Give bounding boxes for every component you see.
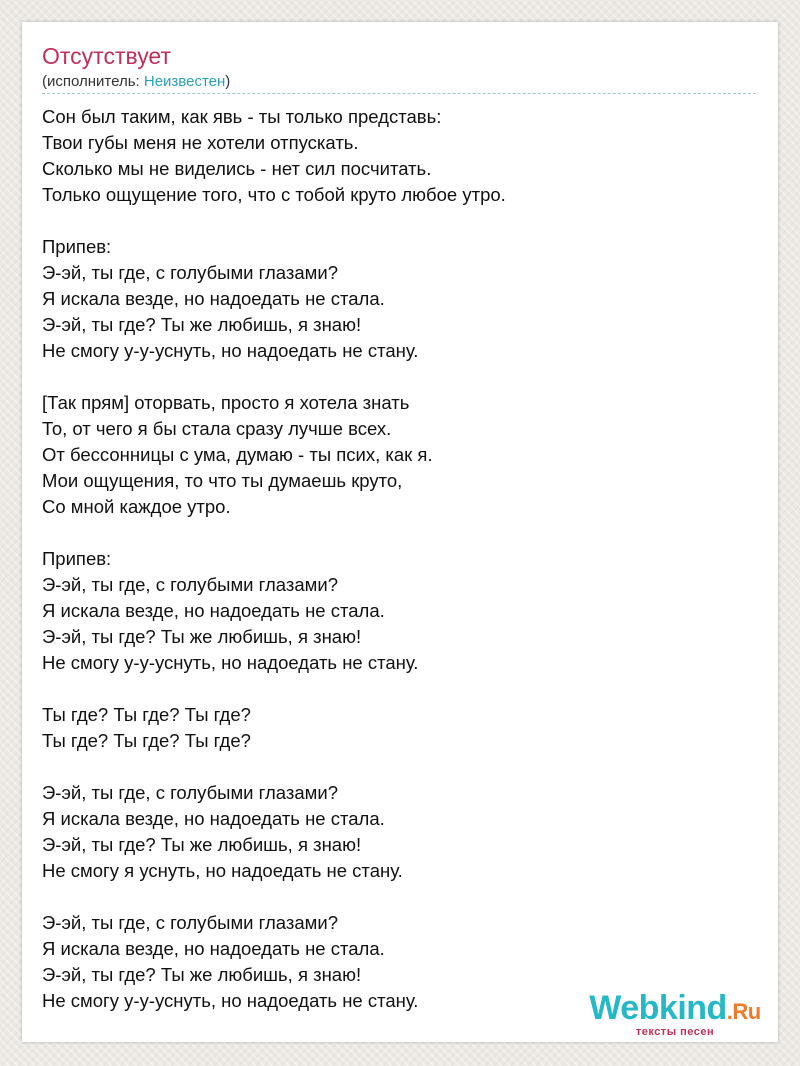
lyrics-card — [22, 22, 778, 1042]
lyric-line: Э-эй, ты где? Ты же любишь, я знаю! — [42, 314, 362, 335]
lyric-line: Э-эй, ты где, с голубыми глазами? — [42, 262, 338, 283]
lyric-line: Припев: — [42, 236, 112, 257]
lyric-line: Не смогу у-у-уснуть, но надоедать не стану. — [42, 652, 419, 673]
lyric-line: Я искала везде, но надоедать не стала. — [42, 600, 385, 621]
lyrics-stanza — [42, 546, 756, 676]
lyric-line: Я искала везде, но надоедать не стала. — [42, 288, 385, 309]
lyric-line: Сколько мы не виделись - нет сил посчитать. — [42, 158, 432, 179]
lyric-line: Э-эй, ты где? Ты же любишь, я знаю! — [42, 964, 362, 985]
lyric-line: Э-эй, ты где, с голубыми глазами? — [42, 574, 338, 595]
artist-link[interactable]: Неизвестен — [143, 73, 226, 90]
watermark-tagline: тексты песен — [635, 1026, 715, 1038]
lyric-line: От бессонницы с ума, думаю - ты псих, как я. — [42, 444, 433, 465]
lyric-line: Твои губы меня не хотели отпускать. — [42, 132, 359, 153]
lyric-line: Только ощущение того, что с тобой круто любое утро. — [42, 184, 506, 205]
lyric-line: Не смогу у-у-уснуть, но надоедать не стану. — [42, 990, 419, 1011]
webkind-watermark — [580, 990, 770, 1038]
watermark-brand: Webkind — [589, 989, 727, 1027]
lyrics-stanza — [42, 780, 756, 884]
lyric-line: Ты где? Ты где? Ты где? — [42, 704, 251, 725]
lyric-line: Я искала везде, но надоедать не стала. — [42, 808, 385, 829]
lyrics-stanza — [42, 104, 756, 208]
artist-line — [42, 73, 230, 91]
lyric-line: Не смогу у-у-уснуть, но надоедать не стану. — [42, 340, 419, 361]
lyric-line: Сон был таким, как явь - ты только представь: — [42, 106, 442, 127]
lyric-line: Э-эй, ты где? Ты же любишь, я знаю! — [42, 834, 362, 855]
lyric-line: Я искала везде, но надоедать не стала. — [42, 938, 385, 959]
lyric-line: Ты где? Ты где? Ты где? — [42, 730, 251, 751]
lyric-line: Мои ощущения, то что ты думаешь круто, — [42, 470, 403, 491]
webkind-logo — [580, 990, 770, 1030]
title-divider — [42, 93, 756, 94]
lyrics-stanza — [42, 390, 756, 520]
lyric-line: Э-эй, ты где, с голубыми глазами? — [42, 782, 338, 803]
lyric-line: Со мной каждое утро. — [42, 496, 231, 517]
lyric-line: [Так прям] оторвать, просто я хотела знать — [42, 392, 410, 413]
lyric-line: Э-эй, ты где? Ты же любишь, я знаю! — [42, 626, 362, 647]
lyric-line: То, от чего я бы стала сразу лучше всех. — [42, 418, 392, 439]
watermark-tld: .Ru — [726, 999, 761, 1024]
lyric-line: Припев: — [42, 548, 112, 569]
lyrics-stanza — [42, 702, 756, 754]
lyrics-stanza — [42, 234, 756, 364]
lyric-line: Э-эй, ты где, с голубыми глазами? — [42, 912, 338, 933]
artist-suffix: ) — [225, 73, 231, 90]
lyrics-body — [42, 104, 756, 1040]
song-title: Отсутствует — [42, 43, 171, 69]
artist-prefix: (исполнитель: — [42, 73, 144, 90]
lyric-line: Не смогу я уснуть, но надоедать не стану. — [42, 860, 403, 881]
